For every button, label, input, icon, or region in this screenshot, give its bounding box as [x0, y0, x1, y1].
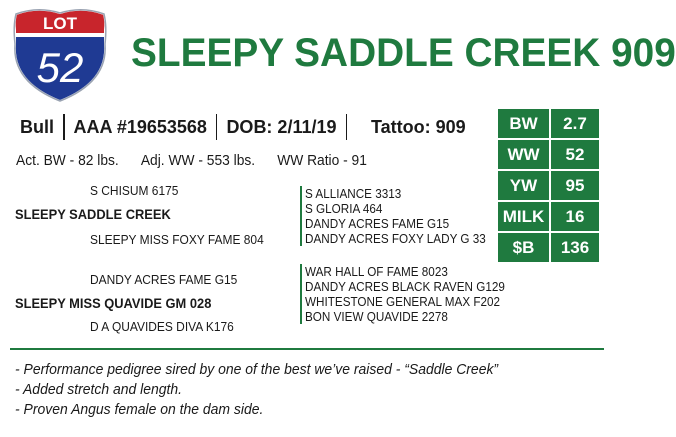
pedigree-ancestor: WAR HALL OF FAME 8023 [305, 264, 448, 279]
lot-label: LOT [43, 14, 77, 33]
note-line: - Added stretch and length. [15, 381, 182, 398]
pedigree-ancestor: S GLORIA 464 [305, 201, 383, 216]
tattoo: Tattoo: 909 [371, 116, 466, 137]
pedigree-dam-sire: DANDY ACRES FAME G15 [90, 272, 238, 287]
pedigree-ancestor: DANDY ACRES FAME G15 [305, 216, 450, 231]
epd-value: 95 [550, 170, 600, 201]
epd-label: WW [497, 139, 550, 170]
header-row [14, 112, 475, 142]
epd-value: 2.7 [550, 108, 600, 139]
lot-badge [8, 4, 112, 104]
sex-label: Bull [20, 116, 54, 137]
pedigree-ancestor: WHITESTONE GENERAL MAX F202 [305, 294, 501, 309]
epd-row [497, 201, 600, 232]
pedigree-sire-grandparents [300, 186, 506, 246]
epd-row [497, 139, 600, 170]
pedigree-sire-dam: SLEEPY MISS FOXY FAME 804 [90, 232, 264, 247]
section-divider [10, 348, 604, 350]
pedigree-dam-dam: D A QUAVIDES DIVA K176 [90, 319, 234, 334]
pedigree-ancestor: BON VIEW QUAVIDE 2278 [305, 309, 448, 324]
weaning-weight-ratio: WW Ratio - 91 [277, 152, 367, 169]
note-line: - Proven Angus female on the dam side. [15, 401, 264, 418]
epd-value: 136 [550, 232, 600, 263]
pedigree-sire-sire: S CHISUM 6175 [90, 183, 179, 198]
pedigree-ancestor: DANDY ACRES BLACK RAVEN G129 [305, 279, 505, 294]
note-line: - Performance pedigree sired by one of the best we’ve raised - “Saddle Creek” [15, 361, 499, 378]
lot-number: 52 [36, 44, 84, 91]
weight-measures [16, 152, 367, 169]
epd-row [497, 108, 600, 139]
registration-number: AAA #19653568 [73, 116, 207, 137]
actual-birth-weight: Act. BW - 82 lbs. [16, 152, 119, 169]
pedigree-dam: SLEEPY MISS QUAVIDE GM 028 [15, 295, 212, 311]
epd-value: 16 [550, 201, 600, 232]
epd-row [497, 232, 600, 263]
epd-value: 52 [550, 139, 600, 170]
epd-label: $B [497, 232, 550, 263]
pedigree-ancestor: DANDY ACRES FOXY LADY G 33 [305, 231, 486, 246]
pedigree-sire: SLEEPY SADDLE CREEK [15, 206, 171, 222]
pedigree-dam-grandparents [300, 264, 527, 324]
adjusted-weaning-weight: Adj. WW - 553 lbs. [140, 152, 256, 169]
lot-title: SLEEPY SADDLE CREEK 909 [131, 31, 676, 75]
epd-table [496, 107, 601, 264]
epd-label: MILK [497, 201, 550, 232]
lot-notes [15, 360, 534, 420]
epd-label: BW [497, 108, 550, 139]
pedigree-ancestor: S ALLIANCE 3313 [305, 186, 402, 201]
epd-row [497, 170, 600, 201]
date-of-birth: DOB: 2/11/19 [226, 116, 337, 137]
interstate-shield-icon [8, 4, 112, 104]
epd-label: YW [497, 170, 550, 201]
